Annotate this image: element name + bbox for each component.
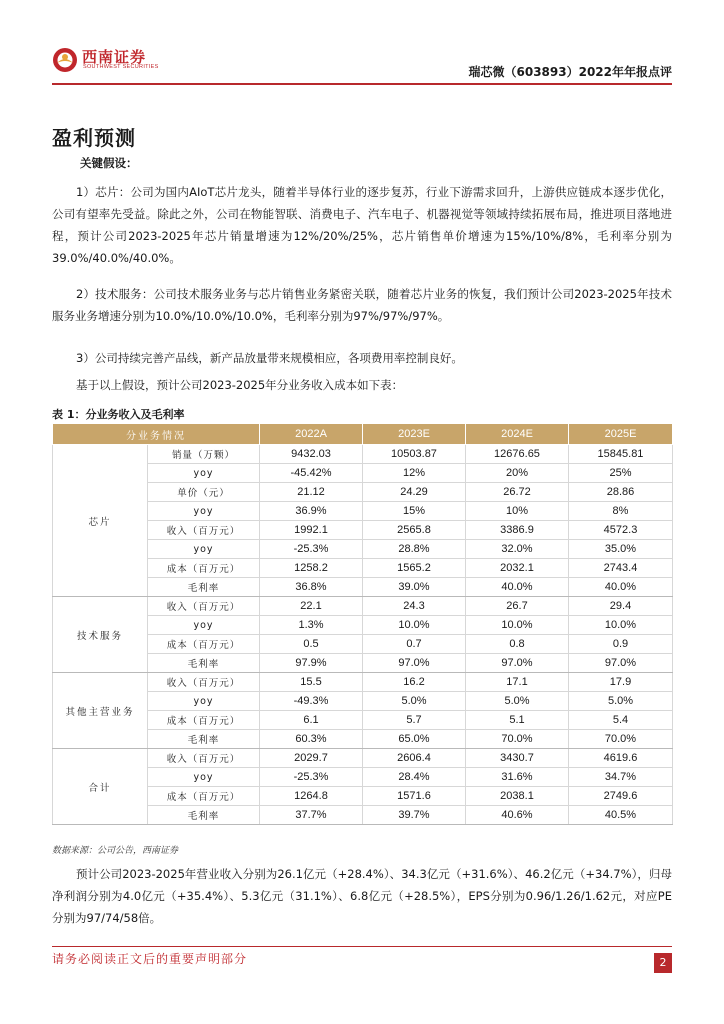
value-cell: 22.1 [260, 597, 363, 616]
metric-cell: 销量（万颗） [148, 445, 260, 464]
value-cell: 40.0% [466, 578, 569, 597]
value-cell: 15845.81 [569, 445, 673, 464]
value-cell: 97.0% [466, 654, 569, 673]
value-cell: 21.12 [260, 483, 363, 502]
value-cell: 2606.4 [363, 749, 466, 768]
metric-cell: 收入（百万元） [148, 597, 260, 616]
header-cell-2024e: 2024E [466, 424, 569, 445]
value-cell: 40.0% [569, 578, 673, 597]
value-cell: 12676.65 [466, 445, 569, 464]
value-cell: 36.9% [260, 502, 363, 521]
value-cell: 2032.1 [466, 559, 569, 578]
value-cell: 39.0% [363, 578, 466, 597]
value-cell: 5.7 [363, 711, 466, 730]
metric-cell: 收入（百万元） [148, 749, 260, 768]
table-source-note: 数据来源：公司公告，西南证券 [52, 846, 179, 856]
value-cell: -25.3% [260, 768, 363, 787]
value-cell: 1258.2 [260, 559, 363, 578]
segment-cell: 其他主营业务 [53, 673, 148, 749]
metric-cell: yoy [148, 464, 260, 483]
value-cell: 2565.8 [363, 521, 466, 540]
table-row [53, 749, 673, 768]
value-cell: 1992.1 [260, 521, 363, 540]
paragraph-forecast-summary: 预计公司2023-2025年营业收入分别为26.1亿元（+28.4%）、34.3亿元（+31.6%）、46.2亿元（+34.7%），归母净利润分别为4.0亿元（+35.4%）、5.3亿元（31.1%）、6.8亿元（+28.5%），EPS分别为0.96/1.26/1.62元，对应PE分别为97/74/58倍。 [52, 867, 672, 925]
value-cell: 2029.7 [260, 749, 363, 768]
value-cell: 5.1 [466, 711, 569, 730]
paragraph-table-intro: 基于以上假设，预计公司2023-2025年分业务收入成本如下表： [76, 378, 404, 392]
value-cell: 97.9% [260, 654, 363, 673]
value-cell: 3386.9 [466, 521, 569, 540]
value-cell: 35.0% [569, 540, 673, 559]
value-cell: 4619.6 [569, 749, 673, 768]
value-cell: 70.0% [466, 730, 569, 749]
paragraph-tech-service: 2）技术服务：公司技术服务业务与芯片销售业务紧密关联，随着芯片业务的恢复，我们预计公司2023-2025年技术服务业务增速分别为10.0%/10.0%/10.0%，毛利率分别为97%/97%/97%。 [52, 287, 672, 323]
value-cell: 10.0% [466, 616, 569, 635]
metric-cell: 收入（百万元） [148, 521, 260, 540]
value-cell: 29.4 [569, 597, 673, 616]
value-cell: 0.7 [363, 635, 466, 654]
value-cell: 5.0% [363, 692, 466, 711]
metric-cell: yoy [148, 540, 260, 559]
value-cell: 1565.2 [363, 559, 466, 578]
value-cell: 2749.6 [569, 787, 673, 806]
value-cell: 8% [569, 502, 673, 521]
value-cell: -45.42% [260, 464, 363, 483]
segment-cell: 芯片 [53, 445, 148, 597]
value-cell: 1571.6 [363, 787, 466, 806]
value-cell: 5.4 [569, 711, 673, 730]
value-cell: 31.6% [466, 768, 569, 787]
table-row [53, 445, 673, 464]
value-cell: 97.0% [363, 654, 466, 673]
value-cell: 17.1 [466, 673, 569, 692]
value-cell: 0.5 [260, 635, 363, 654]
metric-cell: 收入（百万元） [148, 673, 260, 692]
metric-cell: 毛利率 [148, 578, 260, 597]
value-cell: 36.8% [260, 578, 363, 597]
document-title: 瑞芯微（603893）2022年年报点评 [468, 65, 672, 79]
metric-cell: 单价（元） [148, 483, 260, 502]
segment-cell: 技术服务 [53, 597, 148, 673]
value-cell: 32.0% [466, 540, 569, 559]
value-cell: 26.72 [466, 483, 569, 502]
metric-cell: 成本（百万元） [148, 787, 260, 806]
metric-cell: 毛利率 [148, 654, 260, 673]
value-cell: 25% [569, 464, 673, 483]
value-cell: 2038.1 [466, 787, 569, 806]
page-number: 2 [654, 953, 672, 973]
table-header-row [53, 424, 673, 445]
value-cell: 28.86 [569, 483, 673, 502]
logo-name-cn: 西南证券 [82, 48, 147, 66]
metric-cell: 成本（百万元） [148, 559, 260, 578]
value-cell: 5.0% [569, 692, 673, 711]
segment-cell: 合计 [53, 749, 148, 825]
value-cell: 6.1 [260, 711, 363, 730]
value-cell: 10% [466, 502, 569, 521]
metric-cell: 成本（百万元） [148, 711, 260, 730]
value-cell: 16.2 [363, 673, 466, 692]
value-cell: 12% [363, 464, 466, 483]
value-cell: 28.8% [363, 540, 466, 559]
value-cell: 34.7% [569, 768, 673, 787]
value-cell: -25.3% [260, 540, 363, 559]
key-assumptions-label: 关键假设： [80, 156, 138, 170]
footer-disclaimer: 请务必阅读正文后的重要声明部分 [52, 952, 248, 966]
metric-cell: yoy [148, 692, 260, 711]
logo-name-en: SOUTHWEST SECURITIES [83, 64, 159, 70]
footer-rule [52, 946, 672, 947]
value-cell: 20% [466, 464, 569, 483]
value-cell: 5.0% [466, 692, 569, 711]
segment-revenue-table [52, 423, 673, 825]
metric-cell: yoy [148, 502, 260, 521]
value-cell: 1.3% [260, 616, 363, 635]
metric-cell: yoy [148, 616, 260, 635]
header-rule [52, 83, 672, 85]
value-cell: 26.7 [466, 597, 569, 616]
metric-cell: 成本（百万元） [148, 635, 260, 654]
value-cell: 4572.3 [569, 521, 673, 540]
value-cell: 39.7% [363, 806, 466, 825]
header-cell-2023e: 2023E [363, 424, 466, 445]
metric-cell: 毛利率 [148, 806, 260, 825]
value-cell: 17.9 [569, 673, 673, 692]
table-row [53, 673, 673, 692]
value-cell: 1264.8 [260, 787, 363, 806]
value-cell: 10.0% [363, 616, 466, 635]
value-cell: -49.3% [260, 692, 363, 711]
paragraph-chips: 1）芯片：公司为国内AIoT芯片龙头，随着半导体行业的逐步复苏，行业下游需求回升，上游供应链成本逐步优化，公司有望率先受益。除此之外，公司在物能智联、消费电子、汽车电子、机器视觉等领域持续拓展布局，推进项目落地进程，预计公司2023-2025年芯片销量增速为12%/20%/25%，芯片销售单价增速为15%/10%/8%，毛利率分别为39.0%/40.0%/40.0%。 [52, 185, 672, 265]
value-cell: 15.5 [260, 673, 363, 692]
table-caption: 表 1：分业务收入及毛利率 [52, 408, 185, 421]
company-logo [52, 45, 159, 75]
value-cell: 0.8 [466, 635, 569, 654]
value-cell: 65.0% [363, 730, 466, 749]
table-row [53, 597, 673, 616]
value-cell: 37.7% [260, 806, 363, 825]
value-cell: 70.0% [569, 730, 673, 749]
value-cell: 97.0% [569, 654, 673, 673]
value-cell: 9432.03 [260, 445, 363, 464]
value-cell: 0.9 [569, 635, 673, 654]
value-cell: 2743.4 [569, 559, 673, 578]
header-cell-2025e: 2025E [569, 424, 673, 445]
value-cell: 24.3 [363, 597, 466, 616]
value-cell: 60.3% [260, 730, 363, 749]
value-cell: 3430.7 [466, 749, 569, 768]
value-cell: 28.4% [363, 768, 466, 787]
value-cell: 24.29 [363, 483, 466, 502]
metric-cell: yoy [148, 768, 260, 787]
value-cell: 10503.87 [363, 445, 466, 464]
logo-emblem-icon [52, 47, 78, 73]
metric-cell: 毛利率 [148, 730, 260, 749]
section-title: 盈利预测 [52, 126, 136, 150]
value-cell: 40.5% [569, 806, 673, 825]
header-cell-2022a: 2022A [260, 424, 363, 445]
value-cell: 40.6% [466, 806, 569, 825]
value-cell: 15% [363, 502, 466, 521]
header-cell-segment: 分业务情况 [53, 424, 260, 445]
paragraph-product-line: 3）公司持续完善产品线，新产品放量带来规模相应，各项费用率控制良好。 [76, 351, 463, 365]
value-cell: 10.0% [569, 616, 673, 635]
